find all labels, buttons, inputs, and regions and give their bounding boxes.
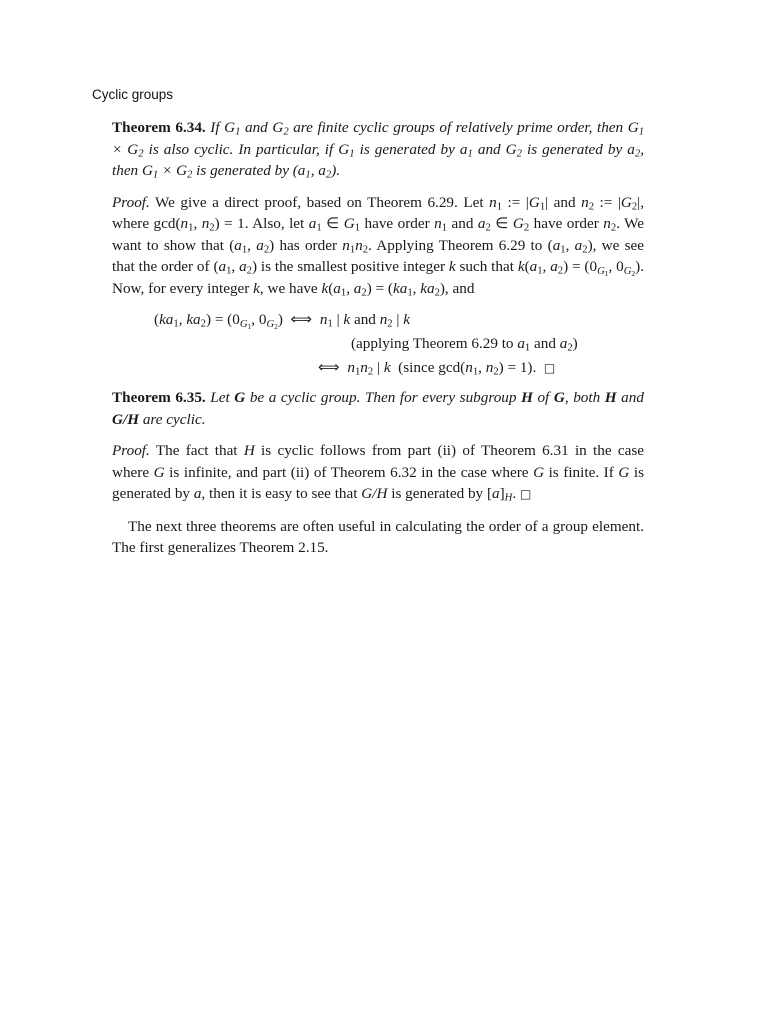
theorem-statement: If $G_1$ and $G_2$ are finite cyclic groups of relatively prime order, then $G_1 \times G_2$ is also cyclic. In particular, if $G_1$ is generated by $a_1$ and $G_2$ is generated by $a_2$, then $G_1 \times G_2$ is generated by ($a_1$, $a_2$). (112, 119, 644, 181)
equation-line-1: ($ka_1$, $ka_2) = (0_{G_1}$, $0_{G_2}$) ⟺ $n_1$ | k and $n_2$ | k (154, 311, 410, 331)
display-equation (112, 309, 644, 377)
page-header: Cyclic groups (92, 87, 174, 102)
equation-line-2: (applying Theorem 6.29 to $a_1$ and $a_2$) (351, 335, 578, 354)
proof-6-35: Proof. The fact that H is cyclic follows from part (ii) of Theorem 6.31 in the case where G is infinite, and part (ii) of Theorem 6.32 in the case where G is finite. If G is generated by a, then it is easy to see that G/H is generated by $[a]_H$. □ (112, 442, 644, 504)
proof-6-34: Proof. We give a direct proof, based on Theorem 6.29. Let $n_1$ := $|G_1|$ and $n_2$ := $|G_2|$, where $\gcd(n_1$, $n_2) = 1$. Also, let $a_1$ ∈ $G_1$ have order $n_1$ and $a_2$ ∈ $G_2$ have order $n_2$. We want to show that ($a_1$, $a_2$) has order $n_1n_2$. Applying Theorem 6.29 to ($a_1$, $a_2$), we see that the order of ($a_1$, $a_2$) is the smallest positive integer k such that $k(a_1$, $a_2) = (0_{G_1}$, $0_{G_2}$). Now, for every integer k, we have $k(a_1$, $a_2) = (ka_1$, $ka_2$), and (112, 193, 645, 299)
theorem-6-35 (112, 387, 644, 430)
theorem-6-34 (112, 117, 644, 182)
theorem-statement: Let G be a cyclic group. Then for every subgroup H of G, both H and G/H are cyclic. (112, 389, 644, 428)
textbook-page (112, 117, 644, 569)
proof-label: Proof. (112, 193, 150, 211)
theorem-label: Theorem 6.34. (112, 119, 206, 136)
qed-symbol: □ (543, 361, 556, 375)
theorem-label: Theorem 6.35. (112, 389, 206, 406)
equation-line-3: ⟺ $n_1n_2$ | k (since $\gcd(n_1$, $n_2) = 1$). □ (318, 359, 556, 378)
qed-symbol: □ (519, 487, 532, 501)
proof-label: Proof. (112, 442, 150, 459)
closing-paragraph: The next three theorems are often useful in calculating the order of a group element. The first generalizes Theorem 2.15. (112, 517, 644, 556)
